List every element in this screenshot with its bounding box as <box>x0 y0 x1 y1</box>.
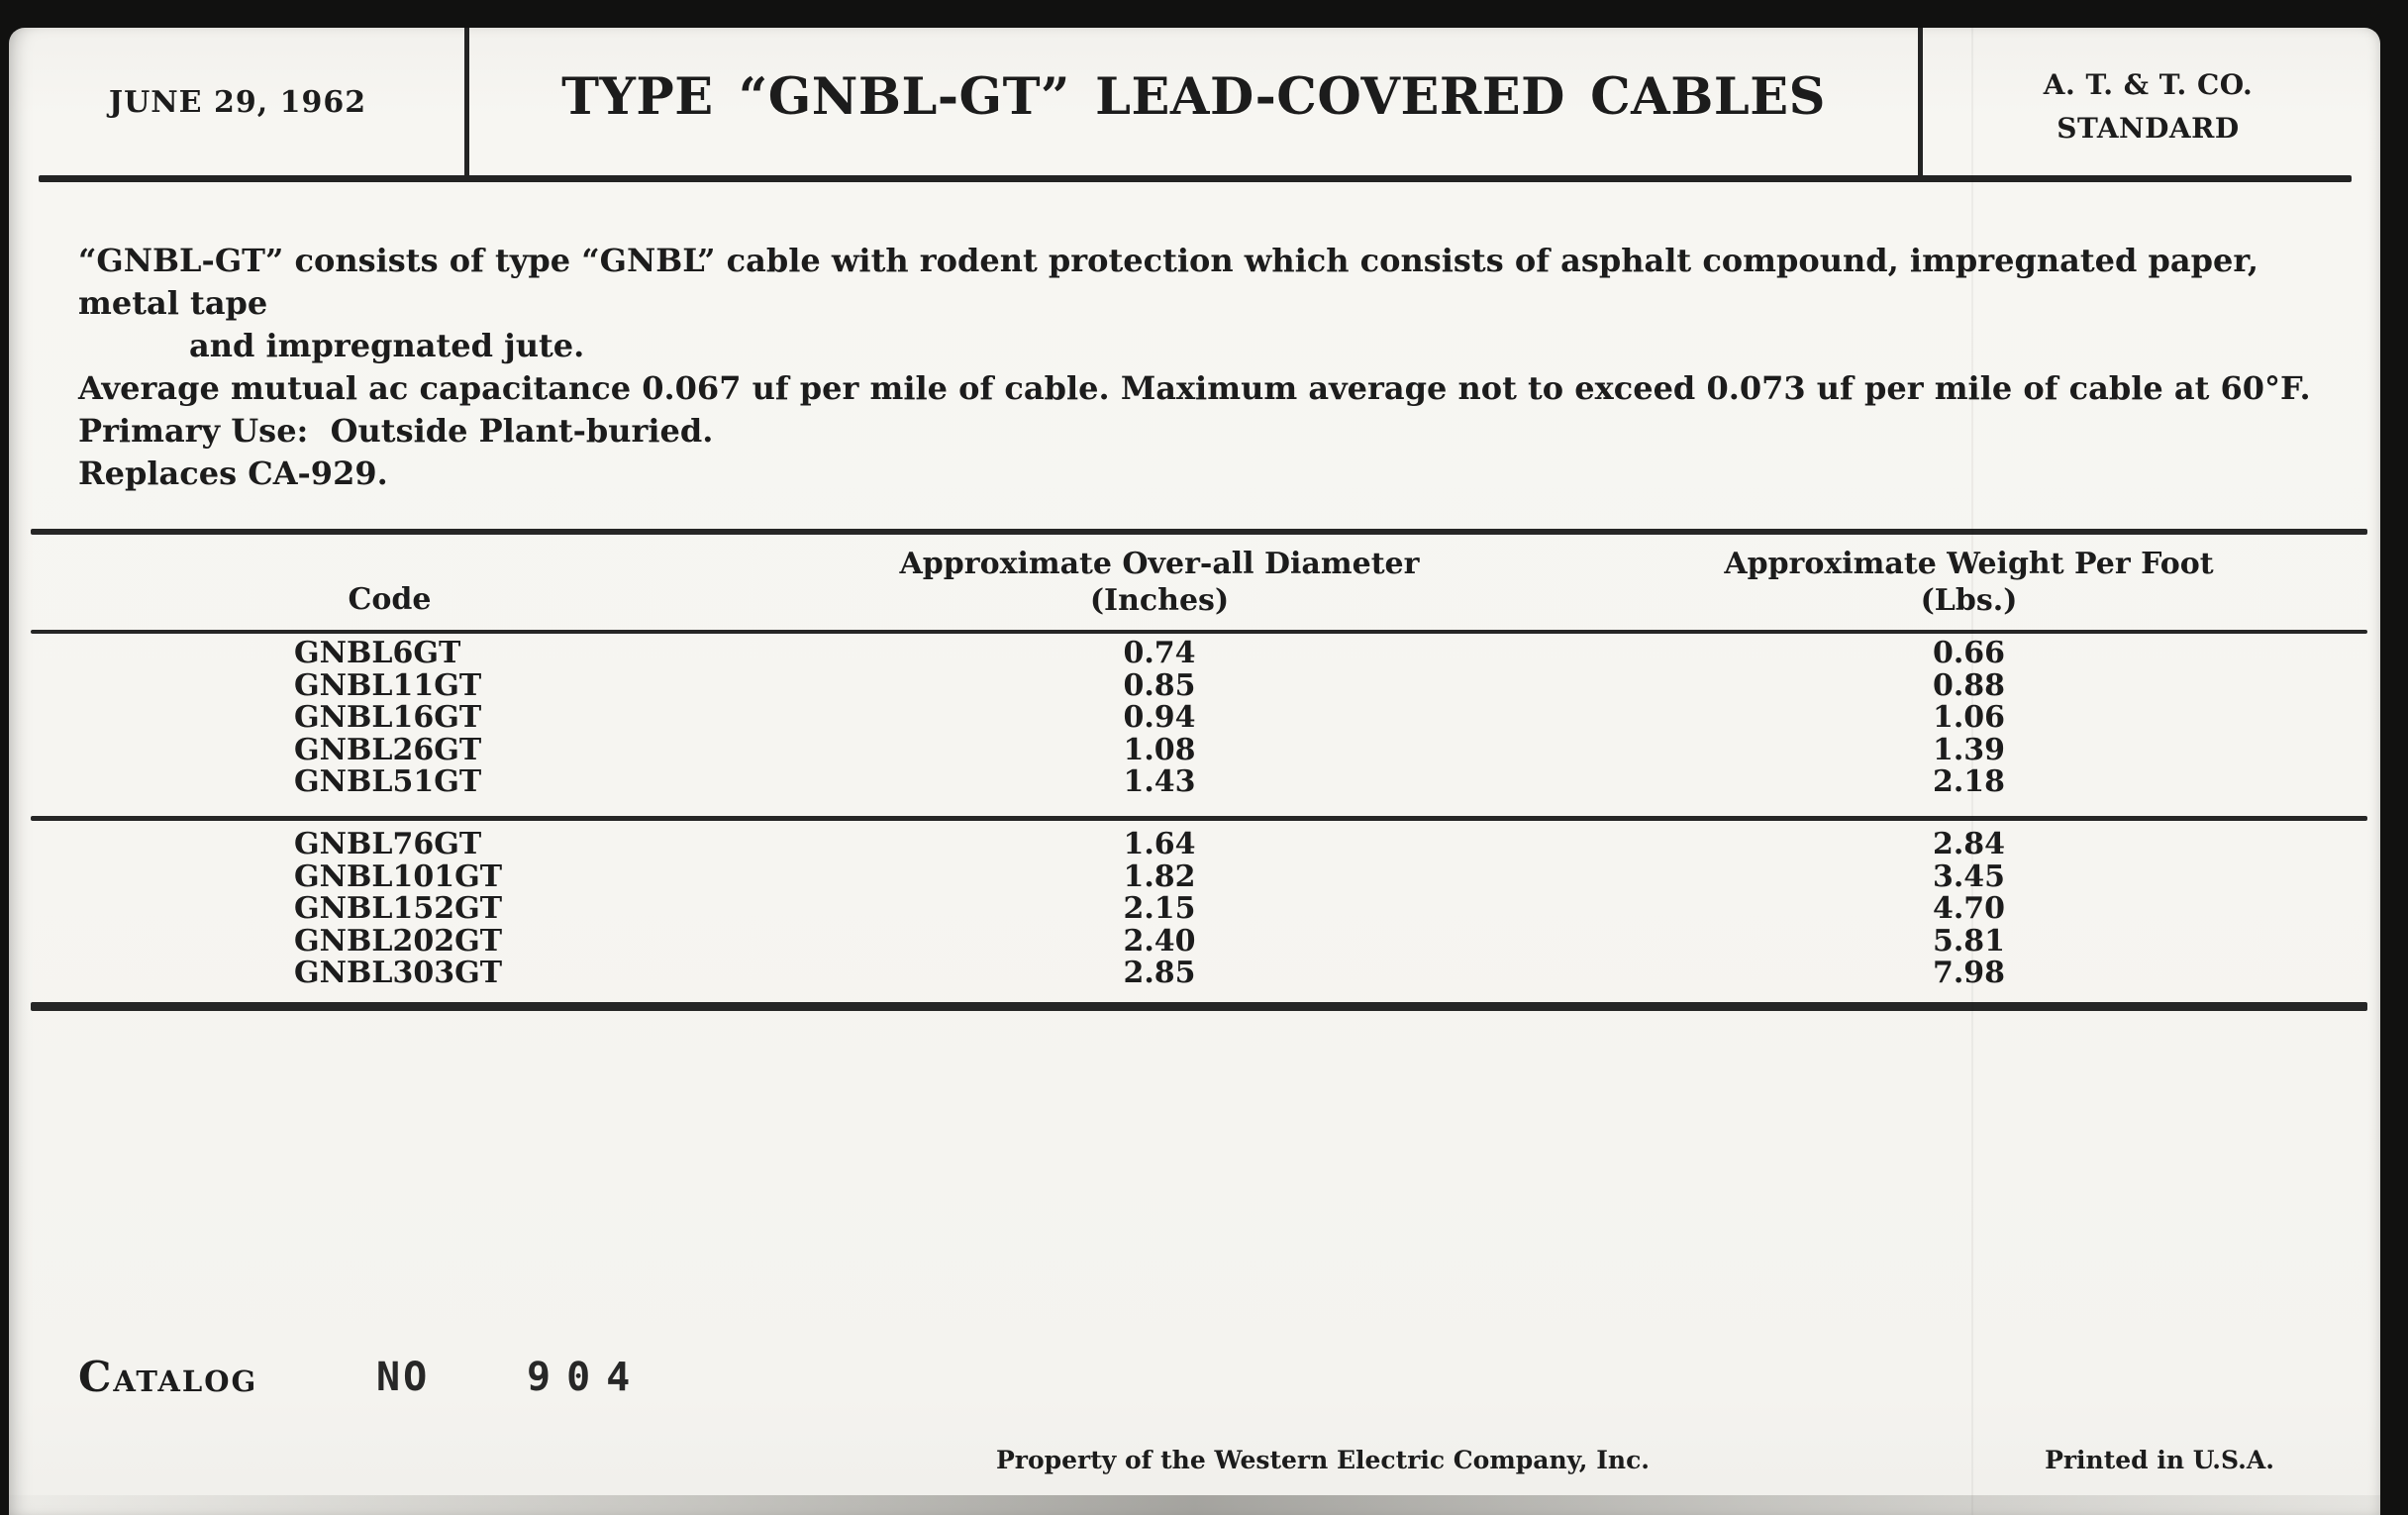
weight-cell: 3.45 <box>1932 858 2006 894</box>
scan-artifact-line <box>1971 28 1973 1515</box>
primary-use-note: Primary Use: Outside Plant-buried. <box>78 412 714 450</box>
table-row <box>31 923 2367 959</box>
table-row <box>31 829 2367 861</box>
header-divider-right <box>1918 28 1923 176</box>
scan-edge-shadow <box>9 1495 2380 1515</box>
table-row <box>31 893 2367 926</box>
catalog-label: Catalog <box>78 1353 258 1401</box>
description-block <box>78 240 2356 495</box>
weight-cell: 7.98 <box>1932 956 2006 991</box>
diameter-cell: 0.74 <box>1123 636 1196 670</box>
table-header-row <box>31 535 2367 630</box>
weight-cell: 0.88 <box>1932 667 2006 703</box>
cable-table <box>31 529 2367 1014</box>
code-cell: GNBL101GT <box>294 858 503 894</box>
replaces-note: Replaces CA-929. <box>78 454 388 492</box>
column-header-weight: Approximate Weight Per Foot (Lbs.) <box>1724 547 2214 618</box>
diameter-cell: 2.40 <box>1123 923 1196 959</box>
description-line: “GNBL-GT” consists of type “GNBL” cable with rodent protection which consists of asphalt compound, impregnated paper, metal tape <box>78 242 2259 322</box>
diameter-cell: 0.85 <box>1123 667 1196 703</box>
code-cell: GNBL26GT <box>294 732 482 767</box>
diameter-cell: 1.64 <box>1123 827 1196 861</box>
catalog-no-stamp: NO <box>376 1355 431 1400</box>
table-header-rule <box>31 630 2367 634</box>
code-cell: GNBL11GT <box>294 667 482 703</box>
property-notice: Property of the Western Electric Company, Inc. <box>995 1446 1651 1474</box>
code-cell: GNBL6GT <box>294 636 461 670</box>
table-row <box>31 667 2367 703</box>
org-standard-label <box>1923 63 2373 151</box>
issue-date: JUNE 29, 1962 <box>108 85 367 120</box>
diameter-cell: 1.82 <box>1123 858 1196 894</box>
table-group-divider-rule <box>31 816 2367 821</box>
table-row <box>31 638 2367 670</box>
code-cell: GNBL51GT <box>294 764 482 800</box>
org-standard: STANDARD <box>2057 112 2240 145</box>
table-group-1 <box>31 638 2367 799</box>
table-row <box>31 702 2367 735</box>
code-cell: GNBL76GT <box>294 827 482 861</box>
table-group-2 <box>31 829 2367 990</box>
table-row <box>31 858 2367 894</box>
table-bottom-rule <box>31 1002 2367 1011</box>
weight-cell: 2.18 <box>1932 764 2006 800</box>
header-rule <box>39 175 2352 182</box>
weight-cell: 5.81 <box>1932 923 2006 959</box>
column-header-code: Code <box>348 582 432 617</box>
capacitance-note: Average mutual ac capacitance 0.067 uf per mile of cable. Maximum average not to exceed 0.073 uf per mile of cable at 60°F. <box>78 369 2311 407</box>
table-row <box>31 732 2367 767</box>
catalog-number-stamp: 904 <box>526 1354 647 1401</box>
column-header-diameter: Approximate Over-all Diameter (Inches) <box>899 547 1420 618</box>
diameter-cell: 2.15 <box>1123 891 1196 927</box>
code-cell: GNBL303GT <box>294 956 503 991</box>
code-cell: GNBL16GT <box>294 700 482 736</box>
description-paragraph <box>78 240 2356 367</box>
page-title: TYPE “GNBL-GT” LEAD-COVERED CABLES <box>561 67 1826 127</box>
table-row <box>31 958 2367 990</box>
diameter-cell: 1.08 <box>1123 732 1196 767</box>
diameter-cell: 2.85 <box>1123 956 1196 991</box>
weight-cell: 0.66 <box>1932 636 2006 670</box>
code-cell: GNBL202GT <box>294 923 503 959</box>
table-row <box>31 766 2367 799</box>
weight-cell: 1.39 <box>1932 732 2006 767</box>
weight-cell: 2.84 <box>1932 827 2006 861</box>
header-divider-left <box>464 28 469 176</box>
weight-cell: 1.06 <box>1932 700 2006 736</box>
diameter-cell: 0.94 <box>1123 700 1196 736</box>
diameter-cell: 1.43 <box>1123 764 1196 800</box>
code-cell: GNBL152GT <box>294 891 503 927</box>
catalog-card <box>9 28 2380 1515</box>
description-line: and impregnated jute. <box>189 327 585 364</box>
org-name: A. T. & T. CO. <box>2043 68 2254 101</box>
printed-in-usa: Printed in U.S.A. <box>2045 1446 2274 1474</box>
weight-cell: 4.70 <box>1932 891 2006 927</box>
